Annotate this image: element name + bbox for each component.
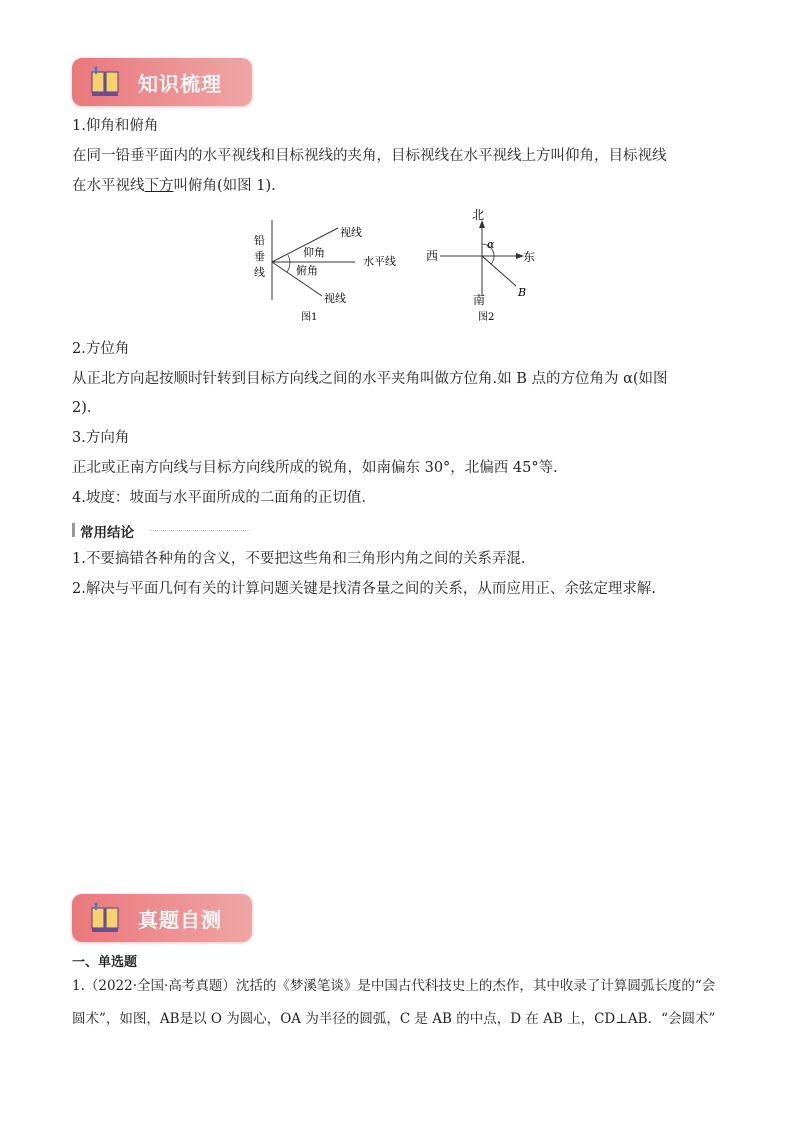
west-label: 西: [426, 249, 439, 263]
alpha-label: α: [487, 238, 495, 251]
item1-heading: 1.仰角和俯角: [72, 118, 159, 134]
item3-heading: 3.方向角: [72, 430, 130, 446]
elevation-label: 仰角: [303, 246, 325, 259]
conclusion-2: 2.解决与平面几何有关的计算问题关键是找清各量之间的关系，从而应用正、余弦定理求解.: [72, 581, 656, 597]
sight-up-label: 视线: [340, 226, 362, 239]
conclusions-title: 常用结论: [80, 525, 134, 541]
text-span: 叫俯角(如图 1).: [173, 178, 276, 194]
item2-line2: 2).: [72, 400, 92, 416]
figure-2-bearing: [420, 206, 540, 326]
subhead-bar: [72, 523, 75, 537]
conclusion-1: 1.不要搞错各种角的含义，不要把这些角和三角形内角之间的关系弄混.: [72, 551, 526, 567]
horizontal-label: 水平线: [363, 255, 396, 268]
east-label: 东: [523, 250, 536, 264]
sight-down-label: 视线: [324, 292, 346, 305]
book-icon: [90, 66, 120, 98]
divider: [150, 530, 250, 531]
figure-1-caption: 图1: [301, 312, 318, 323]
depression-label: 俯角: [296, 264, 318, 277]
vertical-label-2: 垂: [254, 250, 265, 263]
point-b-label: B: [518, 286, 527, 299]
vertical-label-3: 线: [254, 266, 265, 279]
underlined-text: 下方: [144, 178, 174, 194]
item3-line1: 正北或正南方向线与目标方向线所成的锐角，如南偏东 30°，北偏西 45°等.: [72, 460, 558, 476]
section-title: 知识梳理: [138, 72, 222, 96]
section-title: 真题自测: [138, 908, 222, 932]
section-banner-knowledge: [72, 58, 252, 106]
text-span: 在水平视线: [72, 178, 145, 194]
item2-heading: 2.方位角: [72, 341, 130, 357]
section-banner-exam: [72, 894, 252, 942]
vertical-label-1: 铅: [254, 234, 265, 247]
item1-line2: [72, 176, 276, 196]
figure-1-elevation-depression: [250, 212, 420, 327]
figure-2-caption: 图2: [478, 312, 495, 323]
q1-line1: 1.（2022·全国·高考真题）沈括的《梦溪笔谈》是中国古代科技史上的杰作，其中收录了计算圆弧长度的“会: [72, 978, 716, 994]
part-heading: 一、单选题: [72, 955, 138, 970]
south-label: 南: [473, 293, 486, 307]
item4-line1: 4.坡度：坡面与水平面所成的二面角的正切值.: [72, 490, 366, 506]
item1-line1: 在同一铅垂平面内的水平视线和目标视线的夹角，目标视线在水平视线上方叫仰角，目标视线: [72, 148, 667, 164]
conclusions-subhead: [72, 521, 332, 539]
north-label: 北: [472, 208, 485, 222]
book-icon: [90, 902, 120, 934]
item2-line1: 从正北方向起按顺时针转到目标方向线之间的水平夹角叫做方位角.如 B 点的方位角为 α(如图: [72, 371, 668, 387]
q1-line2: 圆术”，如图，AB是以 O 为圆心，OA 为半径的圆弧，C 是 AB 的中点，D 在 AB 上，CD⊥AB．“会圆术”: [72, 1011, 716, 1027]
